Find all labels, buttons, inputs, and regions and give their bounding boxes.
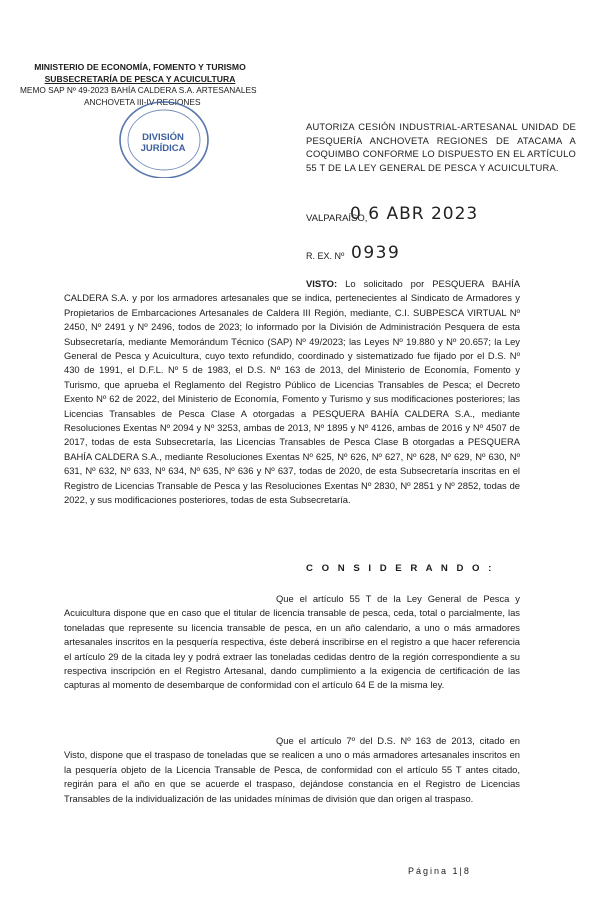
stamp-label: DIVISIÓN JURÍDICA — [140, 132, 186, 154]
date-stamp-value: 0 6 ABR 2023 — [350, 204, 479, 224]
page-number: Página 1|8 — [408, 866, 471, 876]
visto-text: Lo solicitado por PESQUERA BAHÍA CALDERA S.A. y por los armadores artesanales que se indica, pertenecientes al Sindicato de Armadores y Propietarios de Embarcaciones Artesanales de Caldera III Región, mediante, C.I. SUBPESCA VIRTUAL Nº 2450, Nº 2491 y Nº 2496, todos de 2023; lo informado por la División de Administración Pesquera de esta Subsecretaría, mediante Memorándum Técnico (SAP) Nº 49/2023; las Leyes Nº 19.880 y Nº 20.657; la Ley General de Pesca y Acuicultura, cuyo texto refundido, coordinado y sistematizado fue fijado por el D.S. Nº 430 de 1991, el D.F.L. Nº 5 de 1983, el D.S. Nº 163 de 2013, del Ministerio de Economía, Fomento y Turismo, que aprueba el Reglamento del Registro Público de Licencias Transables de Pesca; el Decreto Exento Nº 62 de 2022, del Ministerio de Economía, Fomento y Turismo y sus modificaciones posteriores; las Licencias Transables de Pesca Clase A otorgadas a PESQUERA BAHÍA CALDERA S.A., mediante Resoluciones Exentas Nº 2094 y Nº 3253, ambas de 2013, Nº 1895 y Nº 4126, ambas de 2016 y Nº 4507 de 2017, todas de esta Subsecretaría, las Licencias Transables de Pesca Clase B otorgadas a PESQUERA BAHÍA CALDERA S.A., mediante Resoluciones Exentas Nº 625, Nº 626, Nº 627, Nº 628, Nº 629, Nº 630, Nº 631, Nº 632, Nº 633, Nº 634, Nº 635, Nº 636 y Nº 637, todas de 2020, de esta Subsecretaría inscritas en el Registro de Licencias Transable de Pesca y las Resoluciones Exentas Nº 2830, Nº 2851 y Nº 2852, todas de 2022, y sus modificaciones posteriores, todas de esta Subsecretaría. — [64, 278, 520, 506]
considerando-paragraph-2: Que el artículo 7º del D.S. Nº 163 de 2013, citado en Visto, dispone que el traspaso de toneladas que se realicen a uno o más armadores artesanales inscritos en la pesquería objeto de la Licencia Transable de Pesca, de conformidad con el artículo 55 T antes citado, regirán para el año en que se acuerde el traspaso, dejándose constancia en el Registro de Licencias Transables de la individualización de las unidades mínimas de división que dan origen al traspaso. — [64, 735, 520, 804]
subsecretaria-name: SUBSECRETARÍA DE PESCA Y ACUICULTURA — [44, 73, 236, 84]
visto-heading: VISTO: — [306, 278, 338, 289]
ministry-name: MINISTERIO DE ECONOMÍA, FOMENTO Y TURISMO — [34, 62, 246, 72]
considerando-heading: C O N S I D E R A N D O : — [306, 563, 495, 574]
memo-reference: MEMO SAP Nº 49-2023 BAHÍA CALDERA S.A. ARTESANALES — [20, 85, 257, 96]
considerando-paragraph-1: Que el artículo 55 T de la Ley General de Pesca y Acuicultura dispone que en caso que el titular de licencia transable de pesca, ceda, total o parcialmente, las toneladas que represente su licencia transable de pesca, en un año calendario, a uno o más armadores artesanales inscritos en la pesquería respectiva, éste deberá inscribirse en el registro a que hacer referencia el artículo 29 de la citada ley y podrá extraer las toneladas cedidas dentro de la región correspondiente a su respectiva inscripción en el Registro Artesanal, dando cumplimiento a la exigencia de certificación de las capturas al momento de desembarque de conformidad con el artículo 64 E de la misma ley. — [64, 593, 520, 691]
date-label: VALPARAÍSO, — [306, 213, 368, 224]
visto-paragraph — [64, 277, 520, 508]
resolution-number-label: R. EX. Nº — [306, 251, 345, 261]
resolution-number-value: 0939 — [351, 243, 401, 263]
division-juridica-stamp — [98, 88, 228, 178]
memo-reference-line2: ANCHOVETA III-IV REGIONES — [84, 96, 201, 107]
resolution-title: AUTORIZA CESIÓN INDUSTRIAL-ARTESANAL UNIDAD DE PESQUERÍA ANCHOVETA REGIONES DE ATACAMA A COQUIMBO CONFORME LO DISPUESTO EN EL ARTÍCULO 55 T DE LA LEY GENERAL DE PESCA Y ACUICULTURA. — [306, 121, 576, 174]
